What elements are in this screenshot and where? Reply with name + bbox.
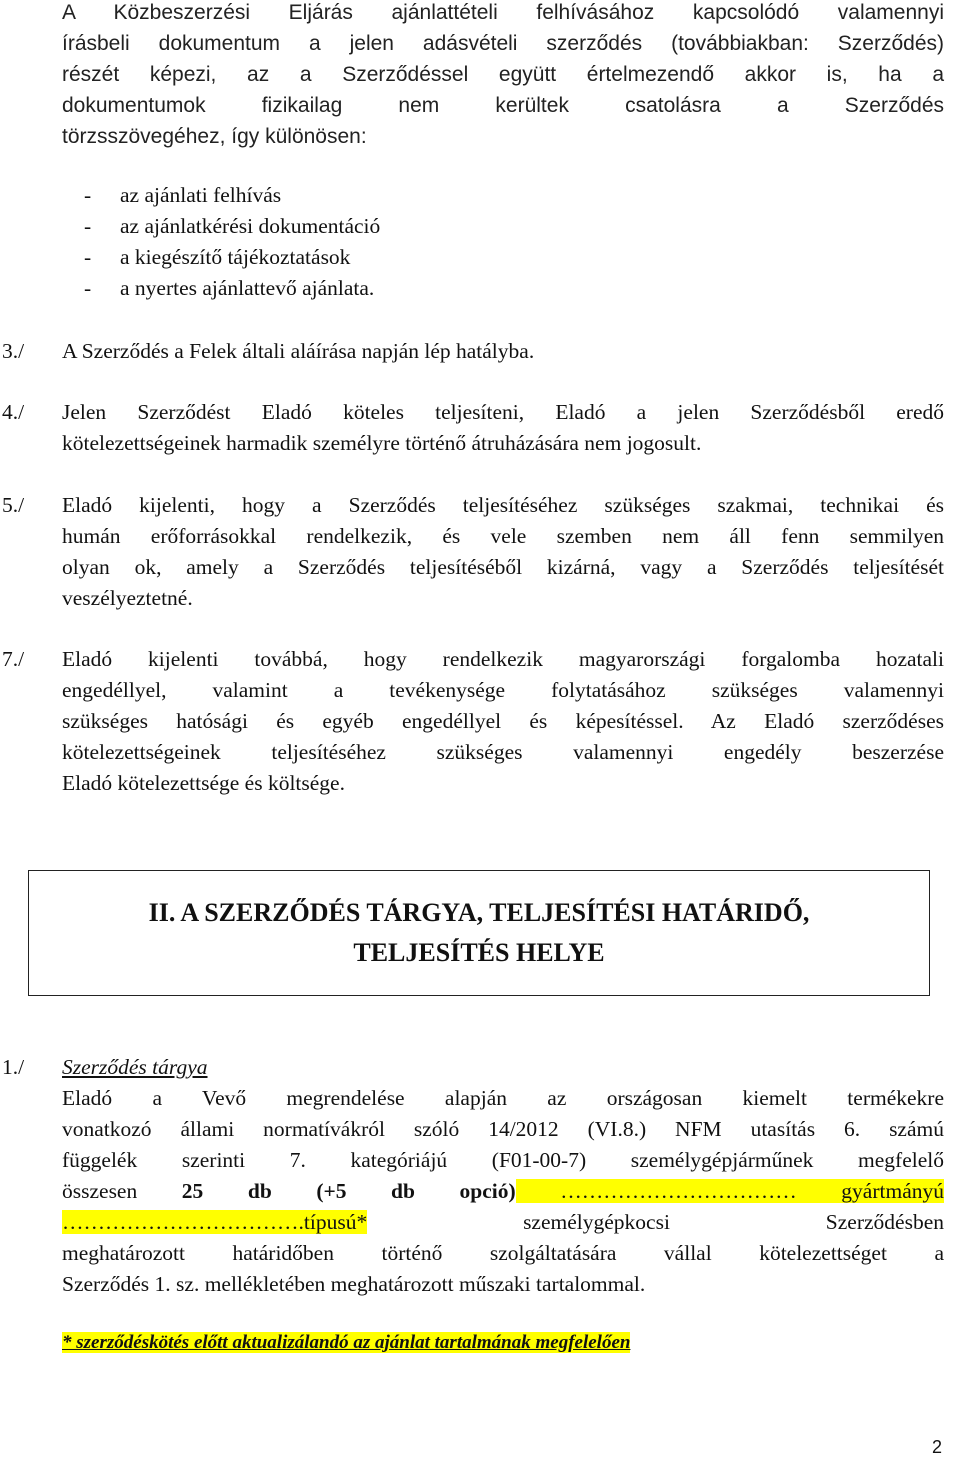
subject-paragraph [62, 1052, 944, 1300]
list-item [84, 242, 380, 273]
section-5-paragraph [62, 490, 944, 614]
chapter-heading-line: II. A SZERZŐDÉS TÁRGYA, TELJESÍTÉSI HATÁRIDŐ, [148, 898, 810, 927]
list-item [84, 180, 380, 211]
section-line [62, 1207, 944, 1238]
section-line: humán erőforrásokkal rendelkezik, és vele szemben nem áll fenn semmilyen [62, 524, 944, 548]
intro-line: írásbeli dokumentum a jelen adásvételi szerződés (továbbiakban: Szerződés) [62, 32, 944, 55]
section-line: olyan ok, amely a Szerződés teljesítéséből kizárná, vagy a Szerződés teljesítését [62, 555, 944, 579]
chapter-heading-box [28, 870, 930, 996]
section-line: veszélyeztetné. [62, 586, 193, 610]
section-line: Eladó kijelenti továbbá, hogy rendelkezik magyarországi forgalomba hozatali [62, 647, 944, 671]
intro-line: A Közbeszerzési Eljárás ajánlattételi felhívásához kapcsolódó valamennyi [62, 1, 944, 24]
section-line: engedéllyel, valamint a tevékenysége folytatásához szükséges valamennyi [62, 678, 944, 702]
footnote-text: * szerződéskötés előtt aktualizálandó az ajánlat tartalmának megfelelően [62, 1332, 631, 1353]
list-dash: - [84, 214, 92, 238]
list-item [84, 211, 380, 242]
document-list [84, 180, 380, 304]
highlighted-placeholder: …………………………….típusú* [62, 1210, 368, 1234]
intro-paragraph [62, 0, 944, 152]
section-number: 7./ [2, 647, 25, 671]
section-line: Eladó kijelenti, hogy a Szerződés teljesítéséhez szükséges szakmai, technikai és [62, 493, 944, 517]
section-7-paragraph [62, 644, 944, 799]
section-line: A Szerződés a Felek általi aláírása napján lép hatályba. [62, 339, 535, 363]
chapter-heading [99, 893, 859, 973]
list-dash: - [84, 245, 92, 269]
page-number: 2 [931, 1437, 942, 1457]
section-line: szükséges hatósági és egyéb engedéllyel és képesítéssel. Az Eladó szerződéses [62, 709, 944, 733]
section-3-paragraph [62, 336, 944, 367]
highlighted-placeholder: …………………………… gyártmányú [515, 1179, 944, 1203]
section-line: kötelezettségeinek teljesítéséhez szükséges valamennyi engedély beszerzése [62, 740, 944, 764]
list-item-text: az ajánlatkérési dokumentáció [120, 214, 381, 238]
section-line: Jelen Szerződést Eladó köteles teljesíteni, Eladó a jelen Szerződésből eredő [62, 400, 944, 424]
text-run: összesen [62, 1179, 182, 1203]
section-line [62, 1176, 944, 1207]
list-dash: - [84, 183, 92, 207]
intro-line: dokumentumok fizikailag nem kerültek csatolásra a Szerződés [62, 94, 944, 117]
section-line: meghatározott határidőben történő szolgáltatására vállal kötelezettséget a [62, 1241, 944, 1265]
quantity-text: 25 db (+5 db opció) [181, 1179, 516, 1203]
section-number: 1./ [2, 1055, 25, 1079]
section-number: 3./ [2, 339, 25, 363]
chapter-heading-line: TELJESÍTÉS HELYE [353, 938, 605, 967]
list-item-text: az ajánlati felhívás [120, 183, 282, 207]
footnote [62, 1330, 630, 1356]
intro-line: részét képezi, az a Szerződéssel együtt értelmezendő akkor is, ha a [62, 63, 944, 86]
list-item-text: a nyertes ajánlattevő ajánlata. [120, 276, 375, 300]
intro-line: törzsszövegéhez, így különösen: [62, 125, 367, 148]
section-line: vonatkozó állami normatívákról szóló 14/2012 (VI.8.) NFM utasítás 6. számú [62, 1117, 944, 1141]
section-number: 5./ [2, 493, 25, 517]
subsection-title: Szerződés tárgya [62, 1055, 208, 1079]
list-item [84, 273, 380, 304]
section-line: Eladó a Vevő megrendelése alapján az országosan kiemelt termékekre [62, 1086, 944, 1110]
list-item-text: a kiegészítő tájékoztatások [120, 245, 351, 269]
section-number: 4./ [2, 400, 25, 424]
section-line: Szerződés 1. sz. mellékletében meghatározott műszaki tartalommal. [62, 1272, 646, 1296]
section-line: függelék szerinti 7. kategóriájú (F01-00-7) személygépjárműnek megfelelő [62, 1148, 944, 1172]
section-4-paragraph [62, 397, 944, 459]
list-dash: - [84, 276, 92, 300]
text-run: személygépkocsi Szerződésben [367, 1210, 944, 1234]
section-line: Eladó kötelezettsége és költsége. [62, 771, 345, 795]
section-line: kötelezettségeinek harmadik személyre történő átruházására nem jogosult. [62, 431, 702, 455]
